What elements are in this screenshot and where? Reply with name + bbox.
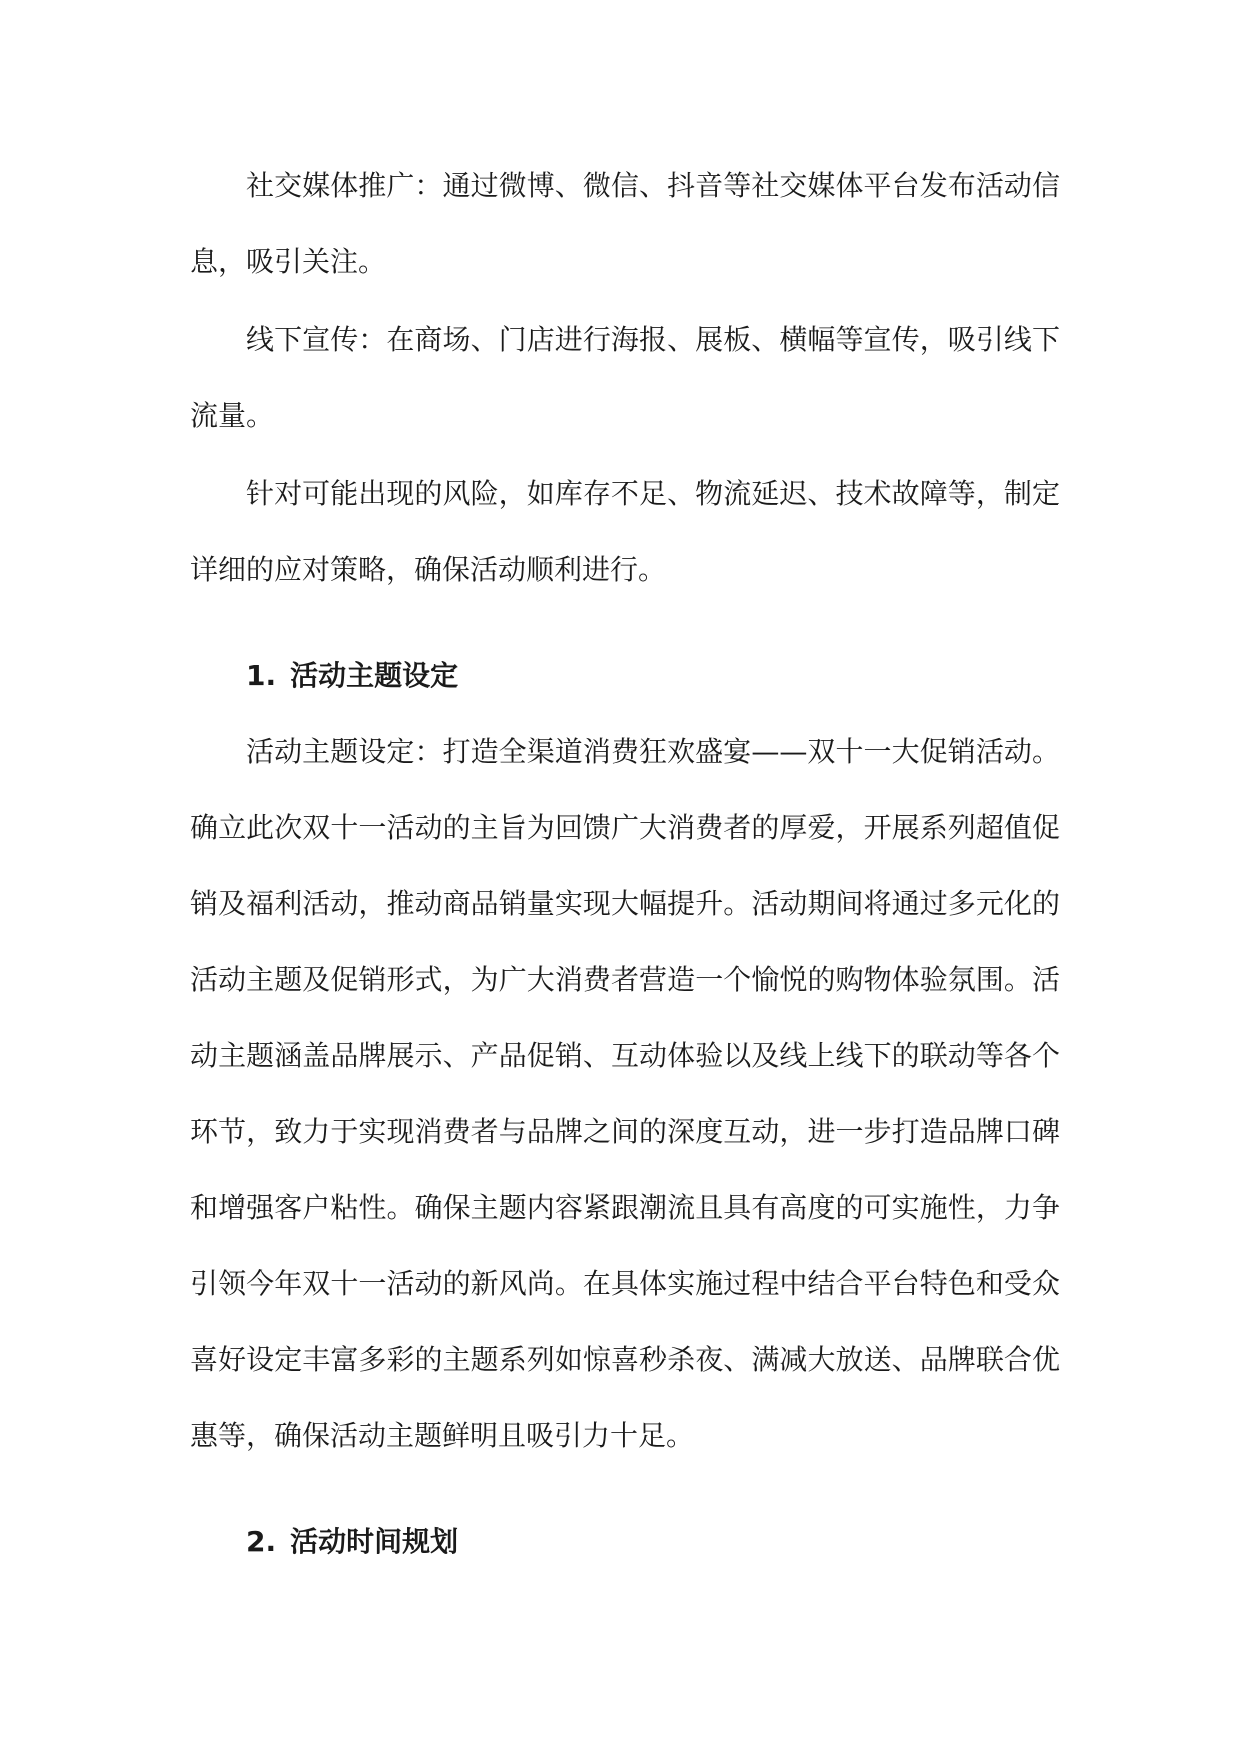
paragraph-theme-body: 活动主题设定：打造全渠道消费狂欢盛宴——双十一大促销活动。确立此次双十一活动的主旨为回馈广大消费者的厚爱，开展系列超值促销及福利活动，推动商品销量实现大幅提升。活动期间将通过多元化的活动主题及促销形式，为广大消费者营造一个愉悦的购物体验氛围。活动主题涵盖品牌展示、产品促销、互动体验以及线上线下的联动等各个环节，致力于实现消费者与品牌之间的深度互动，进一步打造品牌口碑和增强客户粘性。确保主题内容紧跟潮流且具有高度的可实施性，力争引领今年双十一活动的新风尚。在具体实施过程中结合平台特色和受众喜好设定丰富多彩的主题系列如惊喜秒杀夜、满减大放送、品牌联合优惠等，确保活动主题鲜明且吸引力十足。 [190, 735, 1060, 1452]
paragraph-offline-promo: 线下宣传：在商场、门店进行海报、展板、横幅等宣传，吸引线下流量。 [190, 323, 1060, 432]
section-number: 1. [246, 659, 277, 692]
section-number: 2. [246, 1525, 277, 1558]
section-heading-theme [190, 638, 1060, 714]
paragraph-risk-plan: 针对可能出现的风险，如库存不足、物流延迟、技术故障等，制定详细的应对策略，确保活动顺利进行。 [190, 477, 1060, 586]
section-heading-schedule [190, 1504, 1060, 1580]
section-title: 活动时间规划 [290, 1525, 459, 1558]
paragraph-social-media: 社交媒体推广：通过微博、微信、抖音等社交媒体平台发布活动信息，吸引关注。 [190, 169, 1060, 278]
document-body [190, 148, 1060, 1580]
section-title: 活动主题设定 [290, 659, 459, 692]
